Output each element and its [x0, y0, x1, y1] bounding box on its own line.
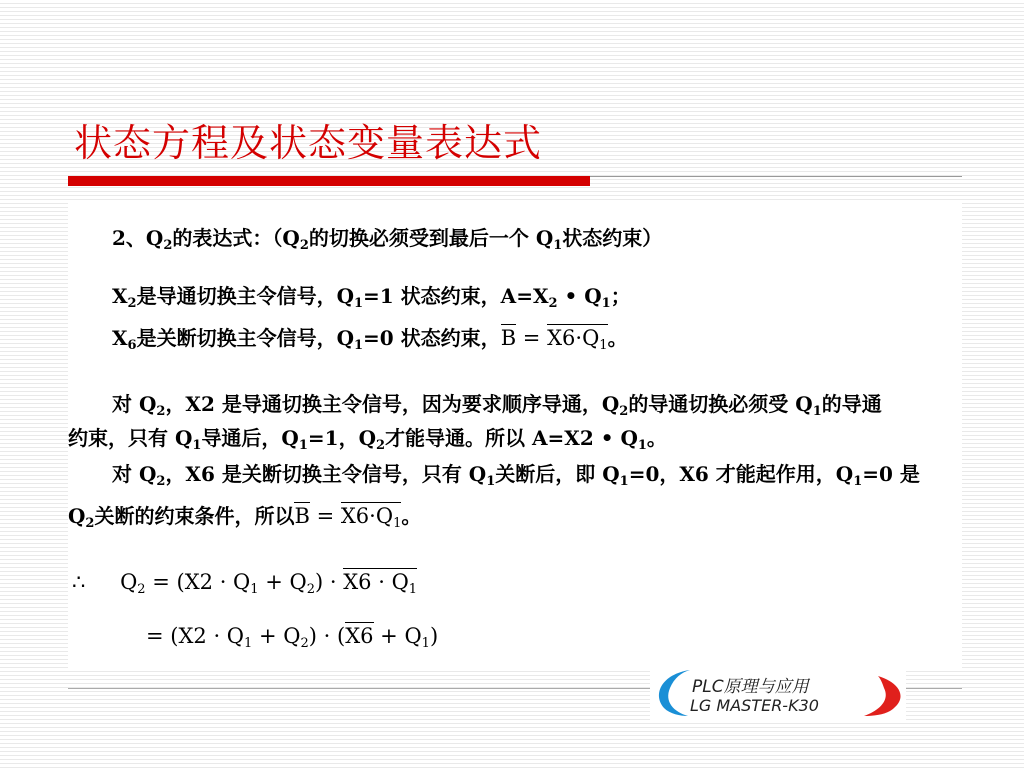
course-logo [650, 664, 906, 720]
eq1-Q-bar: Q [391, 570, 409, 594]
eq2-s3: 1 [421, 636, 430, 651]
p2-B-bar: B [294, 504, 310, 528]
x6-dot: · [575, 326, 583, 350]
x2-a-sub: 2 [127, 296, 137, 311]
x2-a: X [112, 284, 128, 308]
p1-l2c-sub: 2 [376, 438, 386, 453]
x2-e: ； [610, 284, 631, 308]
heading-text: 的表达式：（Q [172, 226, 300, 250]
eq1-overline-group [343, 568, 418, 597]
logo-line1: PLC原理与应用 [692, 677, 809, 697]
eq1-lhs: Q [120, 570, 138, 594]
p1-l1b: ，X2 是导通切换主令信号，因为要求顺序导通，Q [165, 392, 620, 416]
x2-d: • Q [557, 284, 602, 308]
p2-l1b-sub: 1 [486, 474, 496, 489]
eq1-s2: 2 [306, 582, 315, 597]
p2-eq: = [309, 504, 341, 528]
p2-equation [294, 502, 402, 531]
eq2-plus: + Q [252, 624, 301, 648]
eq2-X6-bar: X6 [345, 624, 374, 648]
heading-text3: 状态约束） [562, 226, 663, 250]
section-heading [112, 226, 662, 258]
p2-end: 。 [401, 504, 422, 528]
footer-rule-left [68, 688, 652, 689]
heading-sub2: 2 [299, 238, 309, 253]
p1-l2c: =1，Q [307, 426, 377, 450]
x6-eq: = [516, 326, 548, 350]
equation-line1 [72, 570, 417, 602]
x6-a: X [112, 326, 128, 350]
eq1-Q-sub: 1 [408, 582, 418, 597]
p2-l2b: 关断的约束条件，所以 [94, 504, 295, 528]
x2-c: =1 状态约束，A=X [363, 284, 549, 308]
x6-equation [500, 324, 608, 353]
x2-b-sub: 1 [354, 296, 364, 311]
p2-X6: X6 [340, 504, 370, 528]
p2-l1c: 关断后，即 Q [495, 462, 620, 486]
x6-a-sub: 6 [127, 338, 137, 353]
p2-l1e: =0 是 [862, 462, 920, 486]
therefore-symbol: ∴ [72, 570, 86, 594]
p2-Q-sub: 1 [393, 516, 402, 531]
content-panel [68, 200, 962, 668]
p1-l2b: 导通后，Q [201, 426, 299, 450]
eq2-close: ) · ( [308, 624, 346, 648]
eq2-plus2: + Q [373, 624, 422, 648]
eq2-eq: = (X2 · Q [146, 624, 245, 648]
p1-l1d: 的导通 [821, 392, 882, 416]
eq2-s2: 2 [300, 636, 309, 651]
slide-title: 状态方程及状态变量表达式 [74, 121, 543, 165]
x6-Q-sub: 1 [599, 338, 608, 353]
x2-d-sub: 1 [601, 296, 611, 311]
para2-line2 [68, 504, 421, 536]
x6-overline-group [547, 324, 608, 353]
p2-l2a-sub: 2 [85, 516, 95, 531]
eq1-dot: · [371, 570, 392, 594]
x6-definition [112, 326, 628, 358]
para1-line2 [68, 426, 667, 458]
equation-line2 [146, 624, 438, 656]
p1-l2a-sub: 1 [192, 438, 202, 453]
footer-rule-right [900, 688, 962, 689]
p2-l1c-sub: 1 [619, 474, 629, 489]
p2-l2a: Q [68, 504, 86, 528]
p1-l1c: 的导通切换必须受 Q [628, 392, 813, 416]
p1-l1b-sub: 2 [619, 404, 629, 419]
p2-l1a: 对 Q [112, 462, 157, 486]
p1-l2b-sub: 1 [298, 438, 308, 453]
eq1-lhs-sub: 2 [137, 582, 146, 597]
eq1-eq: = (X2 · Q [145, 570, 251, 594]
p1-l1a: 对 Q [112, 392, 157, 416]
eq2-end: ) [429, 624, 439, 648]
title-underline-red [68, 176, 590, 186]
p1-l1c-sub: 1 [812, 404, 822, 419]
x6-B-bar: B [500, 326, 517, 350]
x2-c-sub: 2 [548, 296, 558, 311]
p1-l2a: 约束，只有 Q [68, 426, 193, 450]
para2-line1 [112, 462, 920, 494]
eq1-close: ) · [315, 570, 344, 594]
x6-b-sub: 1 [354, 338, 364, 353]
p2-dot: · [369, 504, 376, 528]
p2-Q-bar: Q [375, 504, 394, 528]
x2-b: 是导通切换主令信号，Q [136, 284, 354, 308]
x6-b: 是关断切换主令信号，Q [136, 326, 354, 350]
p2-overline-group [340, 502, 402, 531]
p1-l2d: 才能导通。所以 A=X2 • Q [385, 426, 638, 450]
x6-end: 。 [607, 326, 628, 350]
eq2-s1: 1 [244, 636, 253, 651]
x6-c: =0 状态约束， [363, 326, 501, 350]
p2-l1d-sub: 1 [853, 474, 863, 489]
heading-prefix: 2、Q [112, 226, 164, 250]
p1-l1a-sub: 2 [156, 404, 166, 419]
logo-line2: LG MASTER-K30 [690, 696, 819, 715]
heading-sub: 2 [163, 238, 173, 253]
x2-definition [112, 284, 631, 316]
title-underline-gray [590, 176, 962, 177]
p1-l2d-sub: 1 [637, 438, 647, 453]
x6-X6: X6 [547, 326, 576, 350]
para1-line1 [112, 392, 882, 424]
p2-l1d: =0，X6 才能起作用，Q [628, 462, 854, 486]
p1-l2e: 。 [646, 426, 667, 450]
eq1-X6: X6 [343, 570, 372, 594]
eq1-plus: + Q [258, 570, 307, 594]
p2-l1a-sub: 2 [156, 474, 166, 489]
x6-Q-bar: Q [582, 326, 600, 350]
p2-l1b: ，X6 是关断切换主令信号，只有 Q [165, 462, 487, 486]
heading-text2: 的切换必须受到最后一个 Q [308, 226, 554, 250]
heading-sub3: 1 [553, 238, 563, 253]
eq1-s1: 1 [250, 582, 259, 597]
